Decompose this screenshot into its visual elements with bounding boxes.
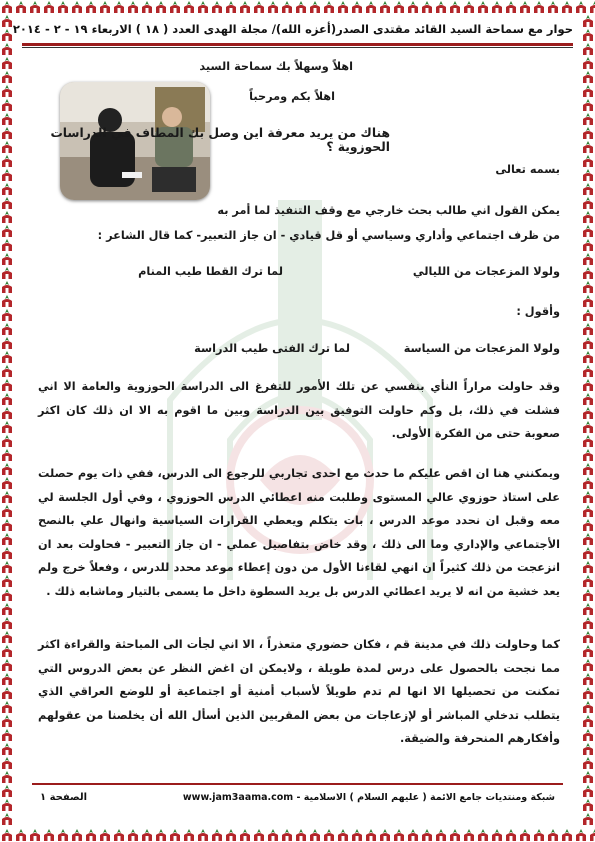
border-ornament-icon — [406, 828, 420, 842]
border-ornament-icon — [126, 828, 140, 842]
border-ornament-icon — [0, 588, 14, 602]
border-ornament-icon — [581, 658, 595, 672]
border-ornament-icon — [378, 0, 392, 14]
border-ornament-icon — [140, 828, 154, 842]
border-ornament-icon — [266, 828, 280, 842]
border-ornament-icon — [0, 210, 14, 224]
border-ornament-icon — [434, 828, 448, 842]
border-ornament-icon — [581, 308, 595, 322]
border-ornament-icon — [98, 828, 112, 842]
border-ornament-icon — [581, 252, 595, 266]
border-ornament-icon — [0, 84, 14, 98]
border-ornament-icon — [581, 588, 595, 602]
border-ornament-icon — [350, 828, 364, 842]
paragraph-2: وقد حاولت مراراً النأي بنفسي عن تلك الأمور للتفرغ الى الدراسة الحوزوية والعامة الا اني فشلت في ذلك، بل وكم حاولت التوفيق بين الدراسة وبين ما اقوم به الا ان ذلك كان اكثر صعوبة حتى من الفكرة الأولى. — [38, 380, 560, 440]
border-ornament-icon — [0, 294, 14, 308]
border-ornament-icon — [42, 828, 56, 842]
border-ornament-icon — [581, 532, 595, 546]
border-ornament-icon — [294, 0, 308, 14]
border-ornament-icon — [581, 98, 595, 112]
border-ornament-icon — [581, 560, 595, 574]
border-ornament-icon — [581, 406, 595, 420]
border-ornament-icon — [0, 700, 14, 714]
border-ornament-icon — [0, 644, 14, 658]
border-ornament-icon — [0, 770, 14, 784]
border-ornament-icon — [581, 700, 595, 714]
page-number: الصفحة ١ — [40, 792, 88, 803]
border-ornament-icon — [84, 0, 98, 14]
border-ornament-icon — [406, 0, 420, 14]
border-ornament-icon — [581, 56, 595, 70]
border-ornament-icon — [0, 378, 14, 392]
border-ornament-icon — [581, 210, 595, 224]
border-ornament-icon — [0, 518, 14, 532]
border-ornament-icon — [210, 0, 224, 14]
border-ornament-icon — [0, 504, 14, 518]
page-border-top — [0, 0, 595, 14]
border-ornament-icon — [28, 828, 42, 842]
border-ornament-icon — [434, 0, 448, 14]
border-ornament-icon — [574, 0, 588, 14]
border-ornament-icon — [0, 828, 14, 842]
border-ornament-icon — [0, 392, 14, 406]
border-ornament-icon — [581, 294, 595, 308]
border-ornament-icon — [581, 224, 595, 238]
border-ornament-icon — [518, 0, 532, 14]
border-ornament-icon — [378, 828, 392, 842]
border-ornament-icon — [546, 0, 560, 14]
answer-line-1: يمكن القول اني طالب بحث خارجي مع وقف التنفيذ لما أمر به — [217, 204, 560, 217]
border-ornament-icon — [581, 434, 595, 448]
border-ornament-icon — [322, 0, 336, 14]
border-ornament-icon — [0, 714, 14, 728]
border-ornament-icon — [0, 280, 14, 294]
border-ornament-icon — [28, 0, 42, 14]
border-ornament-icon — [280, 828, 294, 842]
border-ornament-icon — [0, 784, 14, 798]
border-ornament-icon — [252, 0, 266, 14]
border-ornament-icon — [581, 476, 595, 490]
border-ornament-icon — [14, 828, 28, 842]
header-rule-thin — [22, 47, 573, 48]
border-ornament-icon — [588, 828, 595, 842]
border-ornament-icon — [0, 364, 14, 378]
border-ornament-icon — [581, 280, 595, 294]
border-ornament-icon — [581, 350, 595, 364]
border-ornament-icon — [42, 0, 56, 14]
border-ornament-icon — [308, 0, 322, 14]
border-ornament-icon — [462, 0, 476, 14]
border-ornament-icon — [392, 0, 406, 14]
border-ornament-icon — [154, 828, 168, 842]
border-ornament-icon — [581, 462, 595, 476]
border-ornament-icon — [0, 476, 14, 490]
border-ornament-icon — [196, 0, 210, 14]
border-ornament-icon — [476, 828, 490, 842]
greeting-question: اهلاً وسهلاً بك سماحة السيد — [199, 60, 353, 73]
border-ornament-icon — [581, 14, 595, 28]
border-ornament-icon — [581, 126, 595, 140]
border-ornament-icon — [0, 182, 14, 196]
border-ornament-icon — [490, 828, 504, 842]
border-ornament-icon — [581, 728, 595, 742]
border-ornament-icon — [0, 616, 14, 630]
border-ornament-icon — [0, 812, 14, 826]
border-ornament-icon — [0, 448, 14, 462]
verse-1-second-hemistich: لما ترك القطا طيب المنام — [138, 265, 283, 278]
paragraph-3: ويمكنني هنا ان اقص عليكم ما حدث مع احدى تجاربي للرجوع الى الدرس، ففي ذات يوم حصلت على استاذ حوزوي عالي المستوى وطلبت منه اعطائي الدرس الحوزوي ، وفي أول الجلسة لي معه وقبل ان نحدد موعد الدرس ، بات يتكلم ويعطي القرارات السياسية وانهال علي بالنصح الأجتماعي والإداري وما الى ذلك ، وقد خاض بتفاصيل عملي - ان جاز التعبير - فحاولت بعد ان انزعجت من ذلك كثيراً ان انهي لقاءنا الأول من دون إعطاء موعد محدد للدرس ، وفعلاً خرج ولم يعد خشية من انه لا يريد اعطائي الدرس بل يريد السطوة داخل ما يسمى بالتيار وماشابه ذلك . — [38, 467, 560, 598]
border-ornament-icon — [532, 0, 546, 14]
border-ornament-icon — [70, 0, 84, 14]
border-ornament-icon — [0, 686, 14, 700]
border-ornament-icon — [0, 490, 14, 504]
border-ornament-icon — [581, 812, 595, 826]
border-ornament-icon — [154, 0, 168, 14]
border-ornament-icon — [238, 828, 252, 842]
border-ornament-icon — [560, 0, 574, 14]
border-ornament-icon — [581, 154, 595, 168]
border-ornament-icon — [238, 0, 252, 14]
border-ornament-icon — [420, 0, 434, 14]
border-ornament-icon — [0, 728, 14, 742]
border-ornament-icon — [0, 462, 14, 476]
border-ornament-icon — [581, 616, 595, 630]
border-ornament-icon — [581, 518, 595, 532]
answer-line-2: من ظرف اجتماعي وأداري وسياسي أو قل قيادي - ان جاز التعبير- كما قال الشاعر : — [97, 229, 560, 242]
verse-2-second-hemistich: لما ترك الفتى طيب الدراسة — [194, 342, 350, 355]
border-ornament-icon — [588, 0, 595, 14]
border-ornament-icon — [448, 0, 462, 14]
border-ornament-icon — [581, 644, 595, 658]
border-ornament-icon — [182, 828, 196, 842]
border-ornament-icon — [168, 0, 182, 14]
border-ornament-icon — [210, 828, 224, 842]
border-ornament-icon — [350, 0, 364, 14]
border-ornament-icon — [581, 70, 595, 84]
border-ornament-icon — [546, 828, 560, 842]
border-ornament-icon — [581, 238, 595, 252]
border-ornament-icon — [126, 0, 140, 14]
border-ornament-icon — [0, 560, 14, 574]
page-header: حوار مع سماحة السيد القائد مقتدى الصدر(أعزه الله)/ مجلة الهدى العدد ( ١٨ ) الاربعاء ١٩ - ٢ - ٢٠١٤ — [12, 22, 573, 36]
border-ornament-icon — [308, 828, 322, 842]
border-ornament-icon — [581, 630, 595, 644]
border-ornament-icon — [581, 112, 595, 126]
border-ornament-icon — [392, 828, 406, 842]
border-ornament-icon — [581, 602, 595, 616]
border-ornament-icon — [0, 98, 14, 112]
border-ornament-icon — [266, 0, 280, 14]
border-ornament-icon — [0, 42, 14, 56]
border-ornament-icon — [0, 406, 14, 420]
border-ornament-icon — [581, 182, 595, 196]
border-ornament-icon — [252, 828, 266, 842]
border-ornament-icon — [98, 0, 112, 14]
border-ornament-icon — [0, 168, 14, 182]
border-ornament-icon — [0, 70, 14, 84]
border-ornament-icon — [0, 336, 14, 350]
border-ornament-icon — [0, 602, 14, 616]
border-ornament-icon — [581, 490, 595, 504]
verse-2-first-hemistich: ولولا المزعجات من السياسة — [403, 342, 560, 355]
border-ornament-icon — [0, 112, 14, 126]
border-ornament-icon — [560, 828, 574, 842]
border-ornament-icon — [0, 630, 14, 644]
border-ornament-icon — [0, 350, 14, 364]
border-ornament-icon — [0, 798, 14, 812]
border-ornament-icon — [581, 742, 595, 756]
border-ornament-icon — [581, 448, 595, 462]
border-ornament-icon — [581, 84, 595, 98]
border-ornament-icon — [0, 238, 14, 252]
border-ornament-icon — [364, 0, 378, 14]
header-rule — [22, 43, 573, 46]
basmala: بسمه تعالى — [495, 163, 560, 176]
border-ornament-icon — [581, 784, 595, 798]
border-ornament-icon — [574, 828, 588, 842]
border-ornament-icon — [336, 0, 350, 14]
border-ornament-icon — [112, 828, 126, 842]
border-ornament-icon — [581, 140, 595, 154]
border-ornament-icon — [581, 714, 595, 728]
border-ornament-icon — [0, 658, 14, 672]
border-ornament-icon — [581, 322, 595, 336]
border-ornament-icon — [0, 14, 14, 28]
border-ornament-icon — [364, 828, 378, 842]
border-ornament-icon — [581, 336, 595, 350]
border-ornament-icon — [532, 828, 546, 842]
verse-1-first-hemistich: ولولا المزعجات من الليالي — [412, 265, 560, 278]
border-ornament-icon — [0, 56, 14, 70]
border-ornament-icon — [581, 672, 595, 686]
border-ornament-icon — [84, 828, 98, 842]
border-ornament-icon — [581, 756, 595, 770]
page-border-right — [581, 14, 595, 828]
border-ornament-icon — [0, 434, 14, 448]
border-ornament-icon — [14, 0, 28, 14]
border-ornament-icon — [581, 42, 595, 56]
border-ornament-icon — [0, 266, 14, 280]
border-ornament-icon — [581, 266, 595, 280]
border-ornament-icon — [0, 742, 14, 756]
border-ornament-icon — [196, 828, 210, 842]
border-ornament-icon — [294, 828, 308, 842]
border-ornament-icon — [168, 828, 182, 842]
border-ornament-icon — [448, 828, 462, 842]
border-ornament-icon — [581, 686, 595, 700]
border-ornament-icon — [490, 0, 504, 14]
border-ornament-icon — [504, 0, 518, 14]
border-ornament-icon — [280, 0, 294, 14]
border-ornament-icon — [581, 392, 595, 406]
and-i-say: وأقول : — [516, 305, 560, 318]
border-ornament-icon — [336, 828, 350, 842]
border-ornament-icon — [0, 532, 14, 546]
border-ornament-icon — [504, 828, 518, 842]
border-ornament-icon — [112, 0, 126, 14]
border-ornament-icon — [0, 672, 14, 686]
border-ornament-icon — [581, 770, 595, 784]
footer-site-text: شبكة ومنتديات جامع الائمة ( عليهم السلام ) الاسلامية - www.jam3aama.com — [182, 792, 555, 803]
paragraph-4: كما وحاولت ذلك في مدينة قم ، فكان حضوري متعذراً ، الا اني لجأت الى المباحثة والقراءة اكثر مما نجحت بالحصول على درس لمدة طويلة ، ولايمكن ان اغض النظر عن بعض الدروس التي تمكنت من تحصيلها الا انها لم تدم طويلاً لأسباب أمنية أو اجتماعية أو للوضع العراقي الذي يتطلب تدخلي المباشر أو لإزعاجات من بعض المقربين الذين أسأل الله أن يخلصنا من عقولهم وأفكارهم المنحرفة والضيقة. — [38, 638, 560, 745]
border-ornament-icon — [581, 546, 595, 560]
border-ornament-icon — [0, 196, 14, 210]
border-ornament-icon — [0, 0, 14, 14]
border-ornament-icon — [0, 154, 14, 168]
border-ornament-icon — [0, 224, 14, 238]
border-ornament-icon — [581, 504, 595, 518]
border-ornament-icon — [0, 756, 14, 770]
border-ornament-icon — [581, 28, 595, 42]
border-ornament-icon — [518, 828, 532, 842]
border-ornament-icon — [224, 0, 238, 14]
border-ornament-icon — [476, 0, 490, 14]
border-ornament-icon — [420, 828, 434, 842]
border-ornament-icon — [0, 322, 14, 336]
border-ornament-icon — [0, 28, 14, 42]
border-ornament-icon — [581, 168, 595, 182]
border-ornament-icon — [0, 574, 14, 588]
border-ornament-icon — [581, 196, 595, 210]
border-ornament-icon — [0, 546, 14, 560]
border-ornament-icon — [322, 828, 336, 842]
border-ornament-icon — [56, 0, 70, 14]
border-ornament-icon — [0, 308, 14, 322]
border-ornament-icon — [581, 420, 595, 434]
border-ornament-icon — [140, 0, 154, 14]
border-ornament-icon — [56, 828, 70, 842]
border-ornament-icon — [462, 828, 476, 842]
border-ornament-icon — [581, 574, 595, 588]
greeting-answer: اهلاً بكم ومرحباً — [249, 90, 335, 103]
interview-question: هناك من يريد معرفة اين وصل بك المطاف في الدراسات الحوزوية ؟ — [50, 126, 390, 154]
border-ornament-icon — [224, 828, 238, 842]
border-ornament-icon — [0, 252, 14, 266]
border-ornament-icon — [70, 828, 84, 842]
border-ornament-icon — [581, 378, 595, 392]
border-ornament-icon — [0, 420, 14, 434]
page-border-bottom — [0, 828, 595, 842]
border-ornament-icon — [581, 364, 595, 378]
border-ornament-icon — [182, 0, 196, 14]
border-ornament-icon — [581, 798, 595, 812]
footer-rule — [32, 783, 563, 785]
